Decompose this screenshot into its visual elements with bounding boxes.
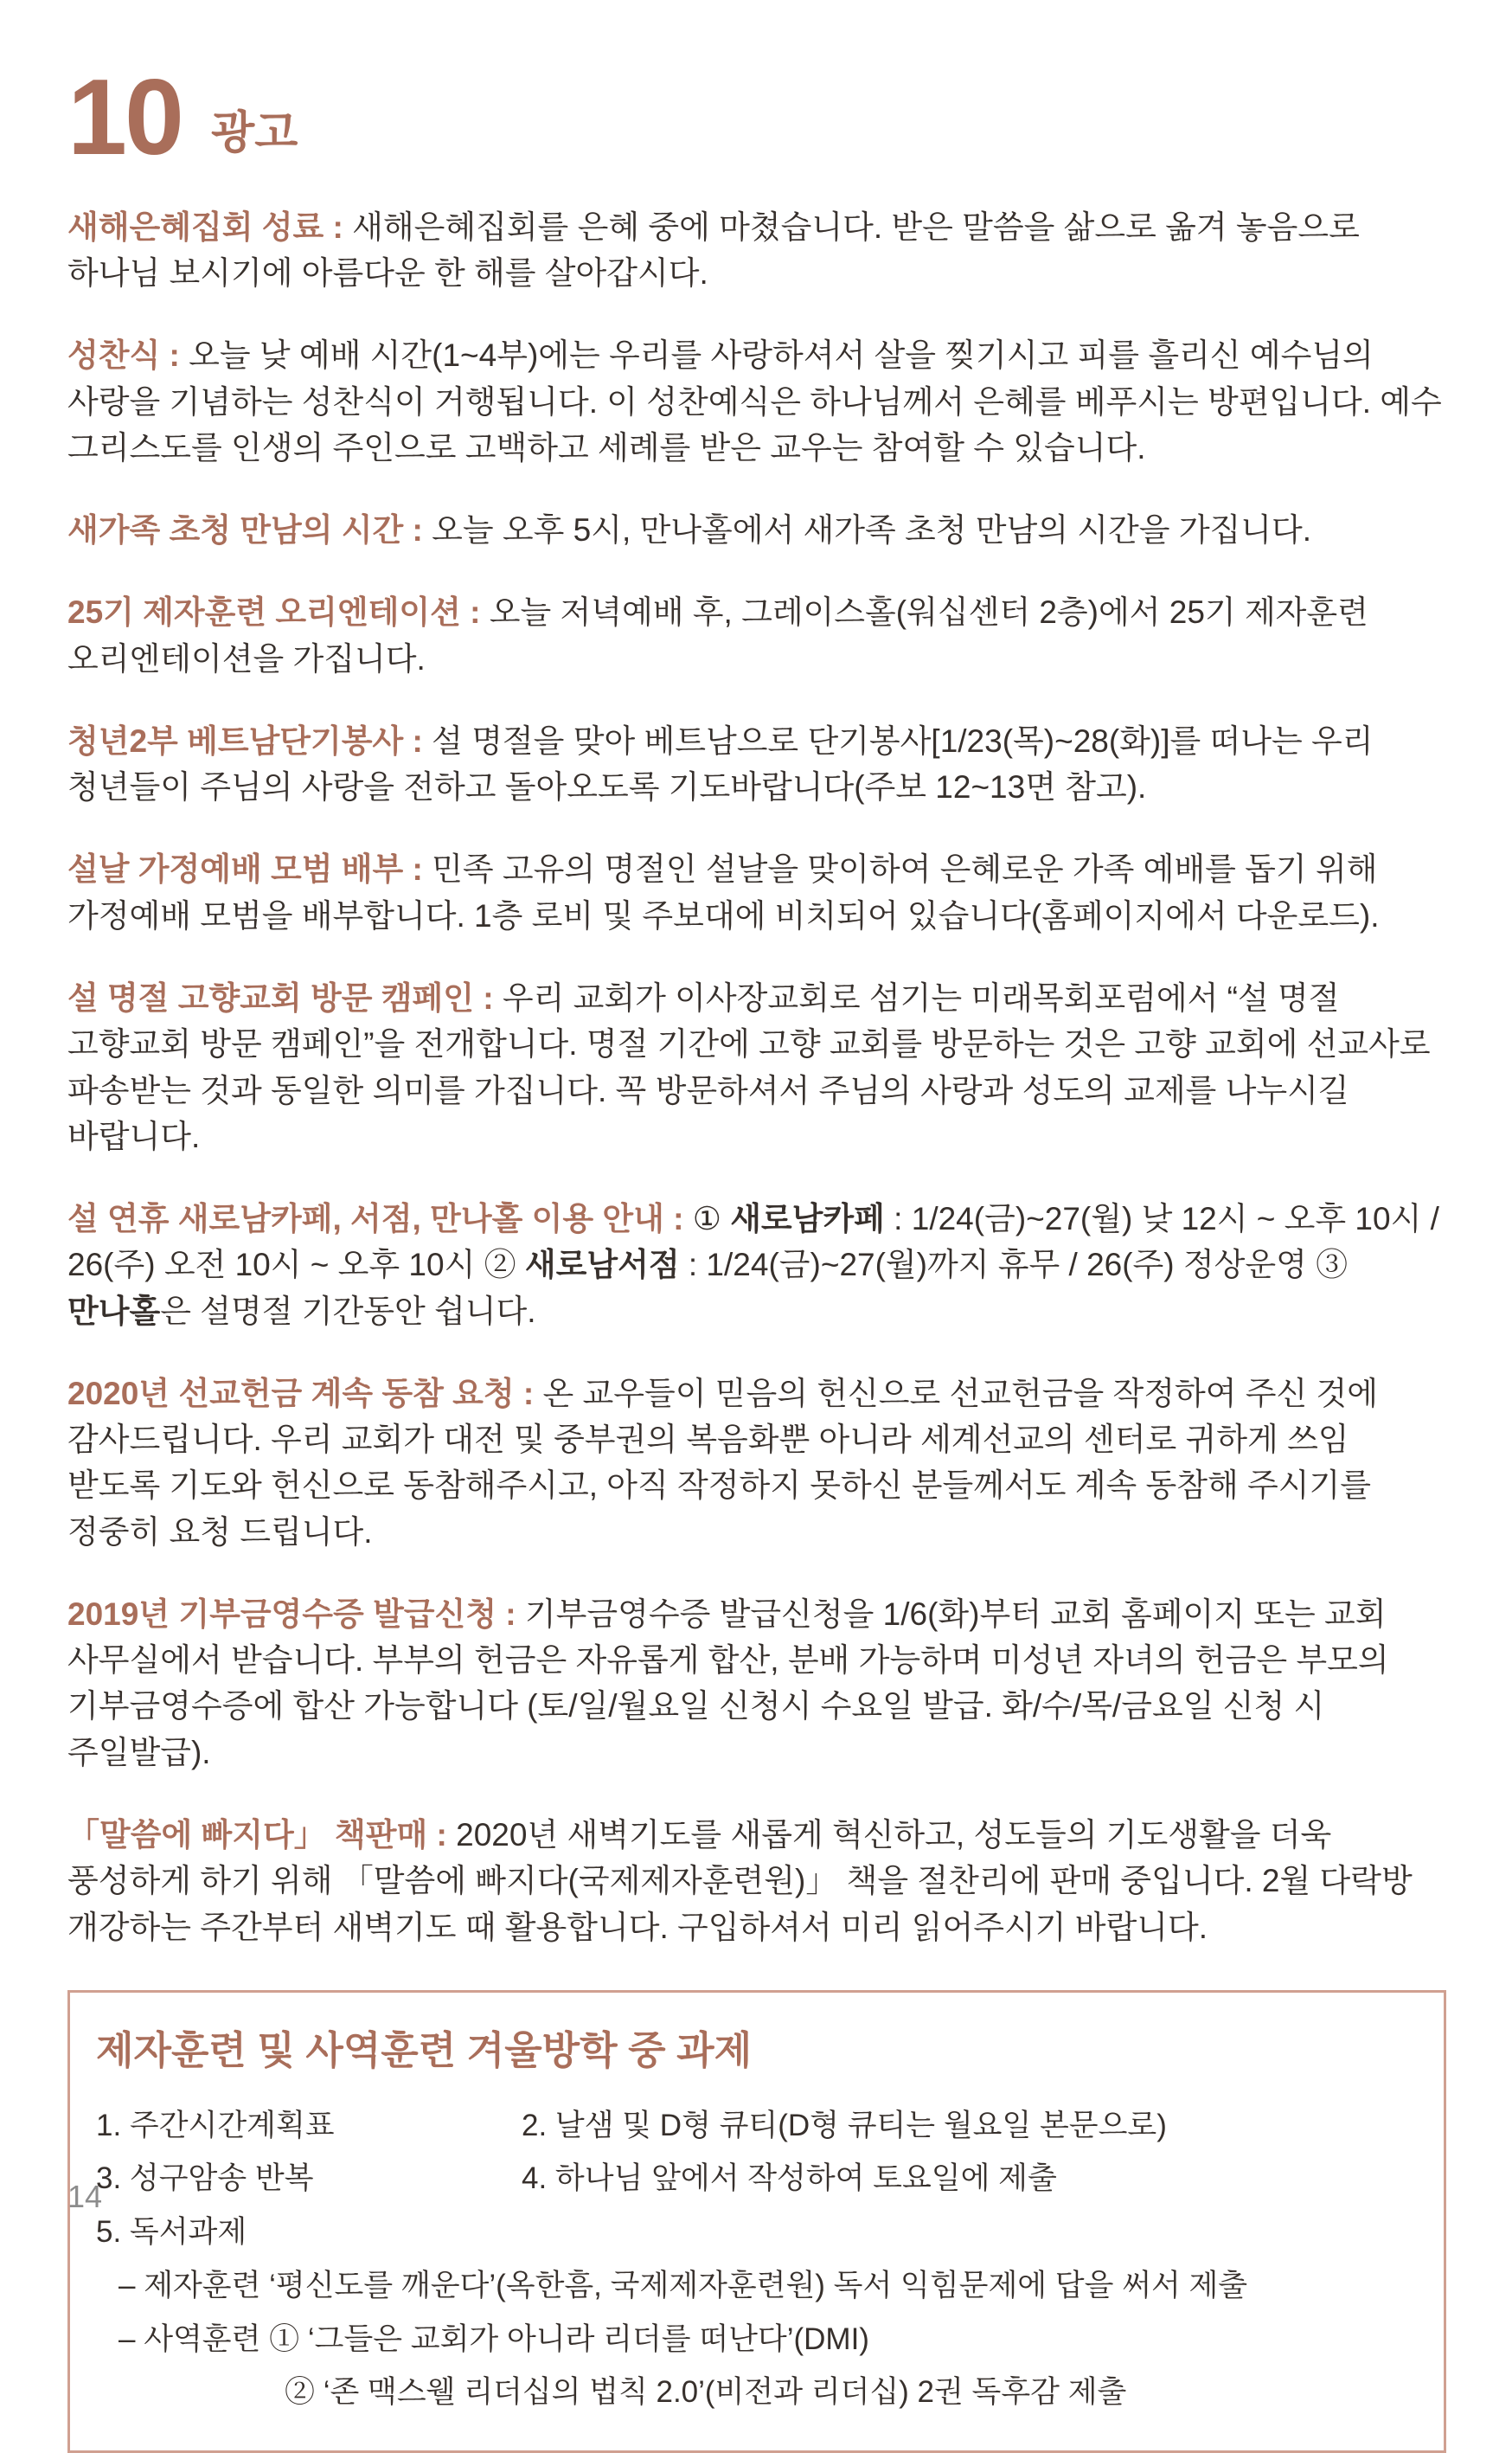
announcement-body — [67, 337, 1442, 466]
text-run: 설 명절을 맞아 베트남으로 단기봉사[1/23(목)~28(화)]를 떠나는 우리 청년들이 주님의 사랑을 전하고 돌아오도록 기도바랍니다(주보 12~13면 참고). — [67, 722, 1374, 806]
announcement-item — [67, 1371, 1446, 1555]
homework-grid — [96, 2104, 1413, 2200]
announcement-title: 2019년 기부금영수증 발급신청 : — [67, 1596, 525, 1632]
text-run: 은 설명절 기간동안 쉽니다. — [160, 1293, 536, 1329]
text-run: 새해은혜집회를 은혜 중에 마쳤습니다. 받은 말씀을 삶으로 옮겨 놓음으로 하나님 보시기에 아름다운 한 해를 살아갑시다. — [67, 209, 1360, 292]
section-number: 10 — [67, 58, 182, 177]
announcement-title: 새가족 초청 만남의 시간 : — [67, 512, 432, 549]
homework-subitem-ministry-1: – 사역훈련 ① ‘그들은 교회가 아니라 리더를 떠난다’(DMI) — [119, 2321, 869, 2356]
announcement-title: 「말씀에 빠지다」 책판매 : — [67, 1816, 457, 1853]
homework-box-title: 제자훈련 및 사역훈련 겨울방학 중 과제 — [96, 2027, 753, 2072]
section-header — [67, 58, 1446, 177]
homework-subitem-discipleship: – 제자훈련 ‘평신도를 깨운다’(옥한흠, 국제제자훈련원) 독서 익힘문제에 답을 써서 제출 — [119, 2268, 1248, 2302]
text-run: 오늘 낮 예배 시간(1~4부)에는 우리를 사랑하셔서 살을 찢기시고 피를 흘리신 예수님의 사랑을 기념하는 성찬식이 거행됩니다. 이 성찬예식은 하나님께서 은혜를 베푸시는 방편입니다. 예수 그리스도를 인생의 주인으로 고백하고 세례를 받은 교우는 참여할 수 있습니다. — [67, 337, 1442, 466]
homework-subitem-ministry-2: ② ‘존 맥스웰 리더십의 법칙 2.0’(비전과 리더십) 2권 독후감 제출 — [285, 2375, 1127, 2410]
text-run: 오늘 오후 5시, 만나홀에서 새가족 초청 만남의 시간을 가집니다. — [432, 512, 1312, 549]
announcement-item — [67, 332, 1446, 471]
text-run: 기부금영수증 발급신청을 1/6(화)부터 교회 홈페이지 또는 교회 사무실에서 받습니다. 부부의 헌금은 자유롭게 합산, 분배 가능하며 미성년 자녀의 헌금은 부모의 기부금영수증에 합산 가능합니다 (토/일/월요일 신청시 수요일 발급. 화/수/목/금요일 신청 시 주일발급). — [67, 1596, 1389, 1770]
homework-item-5: 5. 독서과제 — [96, 2215, 247, 2250]
announcement-title: 청년2부 베트남단기봉사 : — [67, 722, 432, 759]
announcement-title: 성찬식 : — [67, 337, 189, 374]
bold-run: 새로남서점 — [524, 1247, 680, 1283]
announcement-item — [67, 204, 1446, 297]
text-run: 2020년 새벽기도를 새롭게 혁신하고, 성도들의 기도생활을 더욱 풍성하게 하기 위해 「말씀에 빠지다(국제제자훈련원)」 책을 절찬리에 판매 중입니다. 2월 다락방 개강하는 주간부터 새벽기도 때 활용합니다. 구입하셔서 미리 읽어주시기 바랍니다. — [67, 1816, 1413, 1945]
text-run: 오늘 저녁예배 후, 그레이스홀(워십센터 2층)에서 25기 제자훈련 오리엔테이션을 가집니다. — [67, 594, 1368, 677]
announcement-body — [432, 512, 1311, 548]
bold-run: 새로남카페 — [730, 1201, 885, 1237]
announcement-item — [67, 846, 1446, 939]
homework-item-4: 4. 하나님 앞에서 작성하여 토요일에 제출 — [522, 2161, 1057, 2196]
homework-item-3: 3. 성구암송 반복 — [96, 2161, 314, 2196]
announcement-item — [67, 975, 1446, 1159]
text-run: ① — [692, 1201, 731, 1237]
text-run: 우리 교회가 이사장교회로 섬기는 미래목회포럼에서 “설 명절 고향교회 방문 캠페인”을 전개합니다. 명절 기간에 고향 교회를 방문하는 것은 고향 교회에 선교사로 파송받는 것과 동일한 의미를 가집니다. 꼭 방문하셔서 주님의 사랑과 성도의 교제를 나누시길 바랍니다. — [67, 979, 1431, 1154]
page-number: 14 — [67, 2179, 103, 2214]
homework-box — [67, 1990, 1446, 2453]
announcement-item — [67, 1812, 1446, 1950]
announcement-item — [67, 1196, 1446, 1334]
announcement-title: 2020년 선교헌금 계속 동참 요청 : — [67, 1375, 543, 1411]
homework-item-2: 2. 날샘 및 D형 큐티(D형 큐티는 월요일 본문으로) — [522, 2108, 1167, 2142]
announcement-title: 25기 제자훈련 오리엔테이션 : — [67, 594, 490, 631]
announcements-list — [67, 204, 1446, 1950]
announcement-title: 새해은혜집회 성료 : — [67, 209, 353, 245]
announcement-item — [67, 507, 1446, 553]
text-run: 온 교우들이 믿음의 헌신으로 선교헌금을 작정하여 주신 것에 감사드립니다. 우리 교회가 대전 및 중부권의 복음화뿐 아니라 세계선교의 센터로 귀하게 쓰임 받도록 기도와 헌신으로 동참해주시고, 아직 작정하지 못하신 분들께서도 계속 동참해 주시기를 정중히 요청 드립니다. — [67, 1375, 1378, 1550]
announcement-item — [67, 589, 1446, 682]
text-run: 민족 고유의 명절인 설날을 맞이하여 은혜로운 가족 예배를 돕기 위해 가정예배 모범을 배부합니다. 1층 로비 및 주보대에 비치되어 있습니다(홈페이지에서 다운로드). — [67, 851, 1380, 934]
announcement-title: 설 연휴 새로남카페, 서점, 만나홀 이용 안내 : — [67, 1201, 693, 1237]
announcement-title: 설날 가정예배 모범 배부 : — [67, 851, 432, 888]
announcement-item — [67, 718, 1446, 811]
bold-run: 만나홀 — [67, 1293, 161, 1329]
section-title: 광고 — [210, 107, 298, 158]
text-run: : 1/24(금)~27(월) 낮 12시 ~ 오후 10시 / 26(주) 오전 10시 ~ 오후 10시 ② — [67, 1201, 1439, 1283]
announcement-title: 설 명절 고향교회 방문 캠페인 : — [67, 979, 503, 1016]
text-run: : 1/24(금)~27(월)까지 휴무 / 26(주) 정상운영 ③ — [679, 1247, 1349, 1283]
homework-item-1: 1. 주간시간계획표 — [96, 2108, 335, 2142]
announcement-item — [67, 1591, 1446, 1776]
